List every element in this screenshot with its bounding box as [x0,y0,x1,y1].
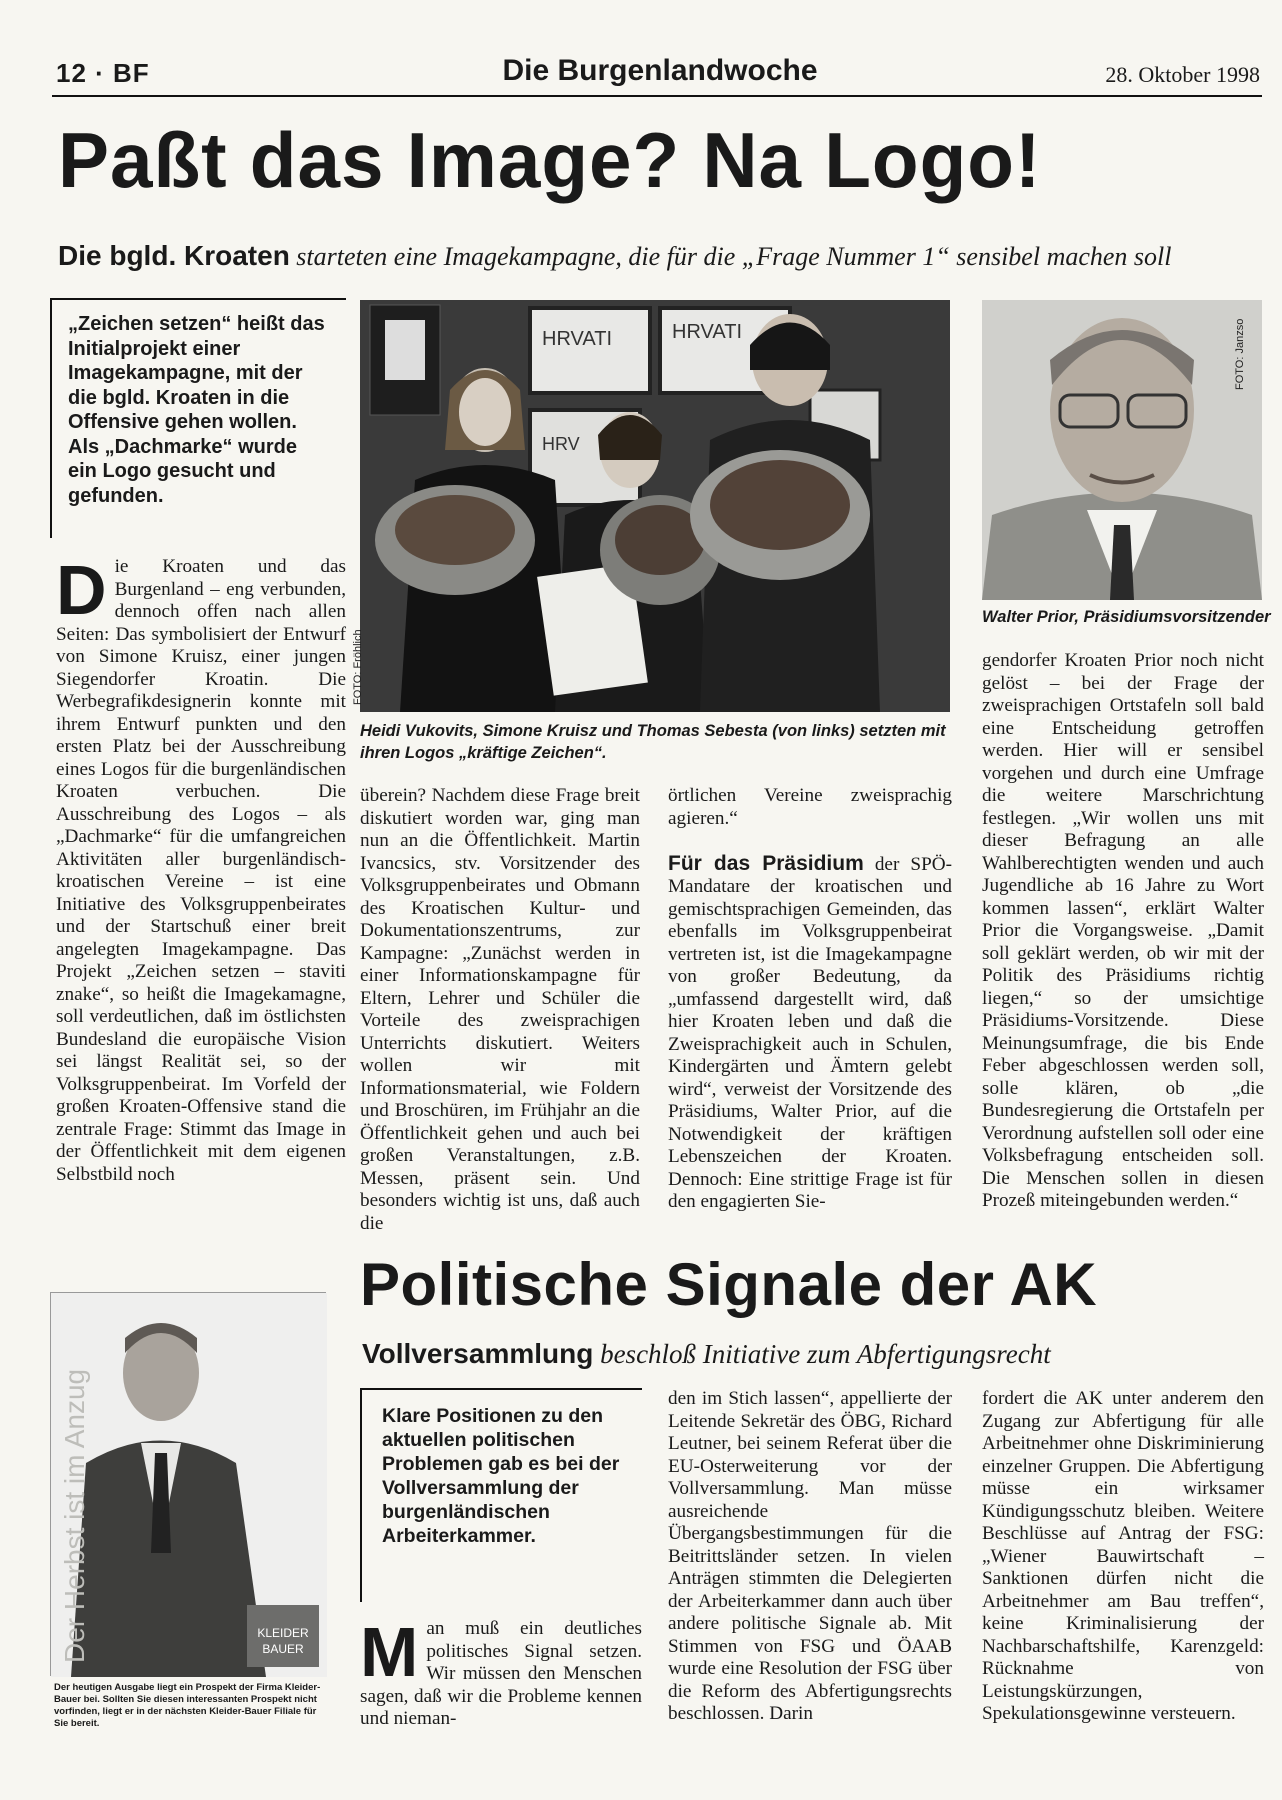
group-photo [352,300,950,712]
header-rule [52,95,1262,97]
article1-col3-text-a: örtlichen Vereine zweisprachig agieren.“ [668,785,952,829]
portrait-caption: Walter Prior, Präsidiumsvorsitzender [982,608,1271,626]
ad-brand-line1: KLEIDER [257,1626,309,1640]
article2-column-2: den im Stich lassen“, appellierte der Leitende Sekretär des ÖBG, Richard Leutner, bei seinem Referat über die EU-Osterweiterung vor der Vollversammlung. Man müsse ausreichende Übergangsbestimmungen für die Beitrittsländer setzen. In vielen Anträgen stimmten die Delegierten der Arbeiterkammer dann auch über andere politische Signale ab. Mit Stimmen von FSG und ÖAAB wurde eine Resolution der FSG über die Reform des Abfertigungsrechts beschlossen. Darin [668,1388,952,1724]
article2-col5-text: an muß ein deutliches politisches Signal setzen. Wir müssen den Menschen sagen, daß wir die Probleme kennen und nieman- [360,1618,642,1729]
article1-col3-text-b: der SPÖ-Mandatare der kroatischen und gemischtsprachigen Gemeinden, das ebenfalls im Volksgruppenbeirat vertreten ist, ist die Imagekampagne von großer Bedeutung, da „umfassend dargestellt wird, daß hier Kroaten leben und daß die Zweisprachigkeit auch in Schulen, Kindergärten und Ämtern gelebt wird“, verweist der Vorsitzende des Präsidiums, Walter Prior, auf die Notwendigkeit der kräftigen Lebenszeichen der Kroaten. Dennoch: Eine strittige Frage ist für den engagierten Sie- [668,853,952,1212]
article1-intro-box [50,298,346,538]
photo-credit-main: FOTO: Fröhlich [352,629,364,705]
article1-sub-italic: starteten eine Imagekampagne, die für die „Frage Nummer 1“ sensibel machen soll [289,242,1172,271]
photo-sign-1: HRVATI [542,328,613,350]
article1-sub-bold: Die bgld. Kroaten [58,240,290,271]
article2-subheadline [362,1338,1051,1370]
article1-headline: Paßt das Image? Na Logo! [58,116,1042,204]
kleider-bauer-ad [50,1292,326,1676]
article1-subheadline [58,240,1172,272]
photo-sign-3: HRV [542,434,580,454]
article2-column-3: fordert die AK unter anderem den Zugang zur Abfertigung für alle Arbeitnehmer ohne Diskriminierung einzelner Gruppen. Die Abfertigung müsse ein wirksamer Kündigungsschutz bleiben. Weitere Beschlüsse auf Antrag der FSG: „Wiener Bauwirtschaft – Sanktionen dürfen nicht die Arbeitnehmer am Bau treffen“, keine Kriminalisierung der Nachbarschaftshilfe, Karenzgeld: Rücknahme von Leistungskürzungen, Spekulationsgewinne versteuern. [982,1388,1264,1724]
article1-column-2: überein? Nachdem diese Frage breit diskutiert worden war, ging man nun an die Öffentlichkeit. Martin Ivancsics, stv. Vorsitzender des Volksgruppenbeirates und Obmann des Kroatischen Kultur- und Dokumentationszentrums, zur Kampagne: „Zunächst werden in einer Informationskampagne für Eltern, Lehrer und Schüler die Vorteile des zweisprachigen Unterrichts diskutiert. Weiters wollen wir mit Informationsmaterial, wie Foldern und Broschüren, im Frühjahr an die Öffentlichkeit gehen und auch bei großen Veranstaltungen, z.B. Messen, präsent sein. Und besonders wichtig ist uns, daß auch die [360,785,640,1234]
publication-name: Die Burgenlandwoche [502,54,818,87]
article1-col3-leadin: Für das Präsidium [668,851,864,875]
article1-column-1 [56,551,346,1186]
article2-intro: Klare Positionen zu den aktuellen politischen Problemen gab es bei der Vollversammlung der burgenländischen Arbeiterkammer. [382,1405,620,1547]
photo-credit-right: FOTO: Janzso [1234,318,1246,390]
article2-headline: Politische Signale der AK [360,1251,1098,1318]
ad-brand-line2: BAUER [262,1642,304,1656]
article2-intro-box [360,1388,642,1602]
article1-column-4: gendorfer Kroaten Prior noch nicht gelöst – bei der Frage der zweisprachigen Ortstafeln soll bald eine Entscheidung getroffen werden. Hier will er sensibel vorgehen und durch eine Umfrage die weitere Marschrichtung festlegen. „Wir wollen uns mit dieser Befragung an alle Wahlberechtigten wenden und auch Jugendliche ab 16 Jahre zu Wort kommen lassen“, erklärt Walter Prior die Vorgangsweise. „Damit soll geklärt werden, ob wir mit der Politik des Präsidiums richtig liegen,“ so der umsichtige Präsidiums-Vorsitzende. Diese Meinungsumfrage, die bis Ende Feber abgeschlossen werden soll, solle klären, ob „die Bundesregierung die Ortstafeln per Verordnung aufstellen soll oder eine Volksbefragung entscheiden soll. Die Menschen sollen in diesen Prozeß miteingebunden werden.“ [982,650,1264,1211]
article1-intro: „Zeichen setzen“ heißt das Initialprojekt einer Imagekampagne, mit der die bgld. Kroaten in die Offensive gehen wollen. Als „Dachmarke“ wurde ein Logo gesucht und gefunden. [68,313,325,507]
article1-dropcap: D [56,551,107,629]
group-photo-caption: Heidi Vukovits, Simone Kruisz und Thomas Sebesta (von links) setzten mit ihren Logos „kräftige Zeichen“. [360,722,946,762]
page-section: 12 · BF [56,58,150,88]
article1-column-3 [668,785,952,1214]
ad-illustration [51,1293,327,1677]
portrait-illustration [982,300,1262,600]
photo-sign-2: HRVATI [672,321,743,343]
ad-caption: Der heutigen Ausgabe liegt ein Prospekt der Firma Kleider-Bauer bei. Sollten Sie diesen interessanten Prospekt nicht vorfinden, liegt er in der nächsten Kleider-Bauer Filiale für Sie bereit. [54,1682,321,1729]
article2-dropcap: M [360,1613,419,1691]
issue-date: 28. Oktober 1998 [1105,62,1260,87]
group-photo-illustration [360,300,950,712]
portrait-photo [982,300,1262,600]
article2-sub-bold: Vollversammlung [362,1338,594,1369]
article2-column-1 [360,1613,642,1731]
article2-sub-italic: beschloß Initiative zum Abfertigungsrecht [593,1339,1051,1369]
article1-col1-text: ie Kroaten und das Burgenland – eng verbunden, dennoch offen nach allen Seiten: Das symbolisiert der Entwurf von Simone Kruisz, einer jungen Siegendorfer Kroatin. Die Werbegrafikdesignerin konnte mit ihrem Entwurf punkten und den ersten Platz bei der Ausschreibung eines Logos für die burgenländischen Kroaten verbuchen. Die Ausschreibung des Logos – als „Dachmarke“ für die umfangreichen Aktivitäten aller burgenländisch-kroatischen Vereine – ist eine Initiative des Volksgruppenbeirates und der Startschuß einer breit angelegten Imagekampagne. Das Projekt „Zeichen setzen – staviti znake“, so heißt die Imagekamagne, soll verdeutlichen, daß im östlichsten Bundesland die europäische Vision sei längst Realität sei, so der Volksgruppenbeirat. Im Vorfeld der großen Kroaten-Offensive stand die zentrale Frage: Stimmt das Image in der Öffentlichkeit mit dem eigenen Selbstbild noch [56,556,346,1185]
ad-vertical-text: Der Herbst ist im Anzug [59,1368,90,1663]
